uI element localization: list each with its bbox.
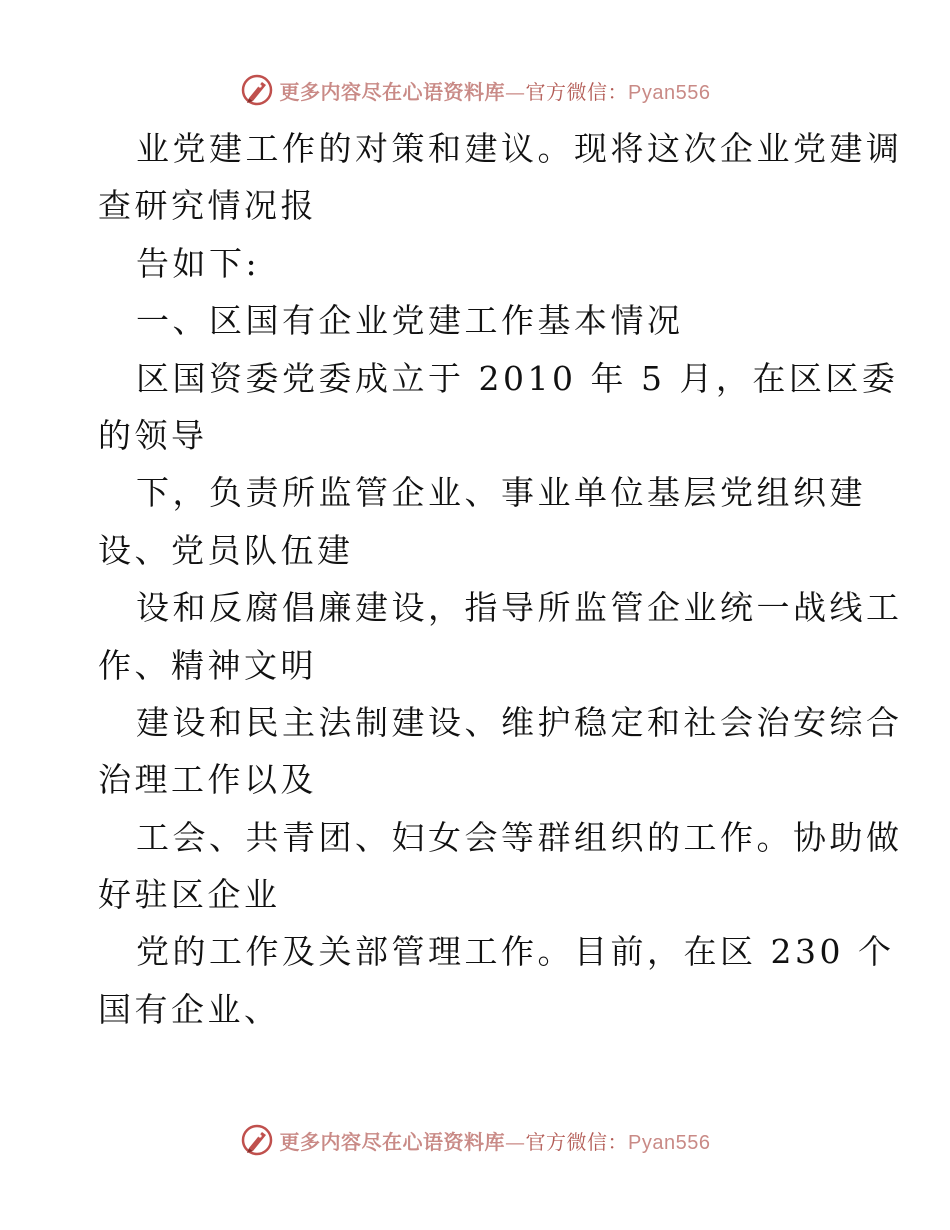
text-line: 治理工作以及	[98, 760, 317, 800]
pen-logo-icon	[240, 73, 274, 107]
watermark-sub: 官方微信：	[525, 1129, 629, 1154]
watermark-id: Pyan556	[628, 1131, 711, 1154]
text-line: 建设和民主法制建设、维护稳定和社会治安综合	[136, 702, 903, 742]
pen-logo-icon	[240, 1123, 274, 1157]
text-line: 下，负责所监管企业、事业单位基层党组织建	[136, 473, 866, 513]
text-line: 告如下:	[136, 243, 261, 283]
watermark-dash: —	[505, 1129, 526, 1154]
watermark-group	[240, 73, 711, 107]
watermark-main: 更多内容尽在心语资料库	[279, 79, 506, 104]
text-line: 的领导	[98, 415, 208, 455]
text-line: 区国资委党委成立于 2010 年 5 月，在区区委	[136, 358, 899, 398]
footer-watermark	[0, 1120, 950, 1160]
text-line: 国有企业、	[98, 989, 281, 1029]
watermark-group	[240, 1123, 711, 1157]
text-line: 工会、共青团、妇女会等群组织的工作。协助做	[136, 817, 903, 857]
document-body	[98, 120, 903, 1038]
text-line: 党的工作及关部管理工作。目前，在区 230 个	[136, 932, 895, 972]
text-line: 查研究情况报	[98, 186, 317, 226]
text-line: 好驻区企业	[98, 875, 281, 915]
watermark-sub: 官方微信：	[525, 79, 629, 104]
watermark-text	[280, 1126, 711, 1155]
header-watermark	[0, 70, 950, 110]
watermark-main: 更多内容尽在心语资料库	[279, 1129, 506, 1154]
text-line: 作、精神文明	[98, 645, 317, 685]
watermark-text	[280, 76, 711, 105]
text-line: 设、党员队伍建	[98, 530, 354, 570]
text-line: 设和反腐倡廉建设，指导所监管企业统一战线工	[136, 588, 903, 628]
section-heading: 一、区国有企业党建工作基本情况	[136, 301, 684, 341]
text-line: 业党建工作的对策和建议。现将这次企业党建调	[136, 129, 903, 168]
watermark-dash: —	[505, 79, 526, 104]
watermark-id: Pyan556	[628, 81, 711, 104]
